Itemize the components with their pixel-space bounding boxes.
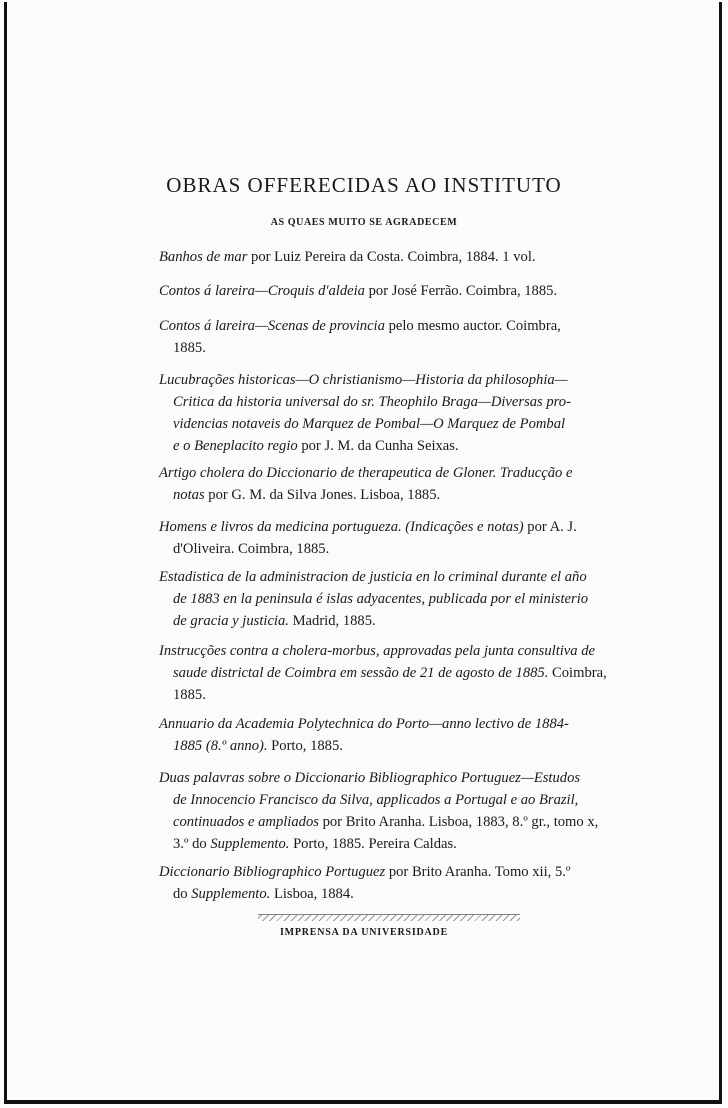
entry-line [159,640,629,662]
printer-imprint: IMPRENSA DA UNIVERSIDADE [279,927,449,938]
entry-line [159,315,629,337]
entry-line [159,484,629,506]
bibliography-entry [159,246,629,268]
entry-line [159,391,629,413]
entry-title-text: Diccionario Bibliographico Portuguez [159,864,386,880]
entry-text: 1885. [173,340,206,356]
entry-line [159,833,629,855]
entry-title-text: Estadistica de la administracion de justicia en lo criminal durante el año [159,569,587,585]
decorative-rule [258,914,520,921]
entry-title-text: e o Beneplacito regio [173,438,298,454]
entry-line [159,811,629,833]
entry-text: do [173,886,192,902]
entry-text: por José Ferrão. Coimbra, 1885. [364,283,558,299]
bibliography-entry [159,861,629,905]
bibliography-entry [159,767,629,855]
entry-text: pelo mesmo auctor. Coimbra, [384,318,561,334]
entry-text: por J. M. da Cunha Seixas. [297,438,459,454]
bibliography-entry [159,640,629,706]
entry-line [159,280,629,302]
entry-title-text: Annuario da Academia Polytechnica do Porto—anno lectivo de 1884- [159,716,569,732]
entry-text: Porto, 1885. Pereira Caldas. [289,836,457,852]
entry-title-text: Duas palavras sobre o Diccionario Bibliographico Portuguez—Estudos [159,770,581,786]
entry-line [159,435,629,457]
entry-line [159,789,629,811]
entry-line [159,861,629,883]
bibliography-entry [159,315,629,359]
entry-title-text: videncias notaveis do Marquez de Pombal—O Marquez de Pombal [173,416,566,432]
entry-line [159,516,629,538]
entry-line [159,538,629,560]
entry-text: por Brito Aranha. Tomo xii, 5.º [385,864,571,880]
entry-title-text: Homens e livros da medicina portugueza. (Indicações e notas) [159,519,524,535]
entry-text: por Luiz Pereira da Costa. Coimbra, 1884. 1 vol. [247,249,536,265]
entry-line [159,369,629,391]
entry-line [159,662,629,684]
entry-title-text: Critica da historia universal do sr. Theophilo Braga—Diversas pro- [173,394,571,410]
entry-text: 1885. [173,687,206,703]
entry-title-text: Supplemento. [210,836,290,852]
entry-title-text: Artigo cholera do Diccionario de therapeutica de Gloner. Traducção e [159,465,573,481]
entry-title-text: Contos á lareira—Croquis d'aldeia [159,283,365,299]
entry-text: Porto, 1885. [267,738,343,754]
entry-line [159,767,629,789]
entry-text: Madrid, 1885. [288,613,376,629]
entry-title-text: Contos á lareira—Scenas de provincia [159,318,385,334]
entry-title-text: Banhos de mar [159,249,248,265]
entry-text: por Brito Aranha. Lisboa, 1883, 8.º gr., tomo x, [318,814,599,830]
bibliography-entry [159,566,629,632]
entry-title-text: de gracia y justicia. [173,613,289,629]
entry-title-text: 1885 (8.º anno). [173,738,268,754]
entry-text: Lisboa, 1884. [270,886,354,902]
entry-line [159,566,629,588]
entry-title-text: Lucubrações historicas—O christianismo—Historia da philosophia— [159,372,568,388]
bibliography-entry [159,280,629,302]
page-title: OBRAS OFFERECIDAS AO INSTITUTO [166,173,562,197]
entry-title-text: de Innocencio Francisco da Silva, applicados a Portugal e ao Brazil, [173,792,579,808]
entry-title-text: continuados e ampliados [173,814,319,830]
entry-line [159,588,629,610]
entry-line [159,610,629,632]
entry-line [159,684,629,706]
entry-line [159,735,629,757]
entry-text: 3.º do [173,836,211,852]
bibliography-entry [159,462,629,506]
entry-line [159,462,629,484]
entry-text: por A. J. [523,519,577,535]
entry-text: d'Oliveira. Coimbra, 1885. [173,541,330,557]
bibliography-entry [159,369,629,457]
entry-line [159,246,629,268]
page-subtitle: AS QUAES MUITO SE AGRADECEM [270,217,458,228]
entry-title-text: de 1883 en la peninsula é islas adyacentes, publicada por el ministerio [173,591,589,607]
entry-text: Coimbra, [548,665,607,681]
entry-title-text: Instrucções contra a cholera-morbus, approvadas pela junta consultiva de [159,643,595,659]
entry-line [159,713,629,735]
entry-title-text: notas [173,487,205,503]
bibliography-entry [159,713,629,757]
entry-line [159,337,629,359]
entry-line [159,413,629,435]
entry-title-text: saude districtal de Coimbra em sessão de 21 de agosto de 1885. [173,665,549,681]
entry-title-text: Supplemento. [191,886,271,902]
entry-text: por G. M. da Silva Jones. Lisboa, 1885. [204,487,441,503]
entry-line [159,883,629,905]
bibliography-entry [159,516,629,560]
